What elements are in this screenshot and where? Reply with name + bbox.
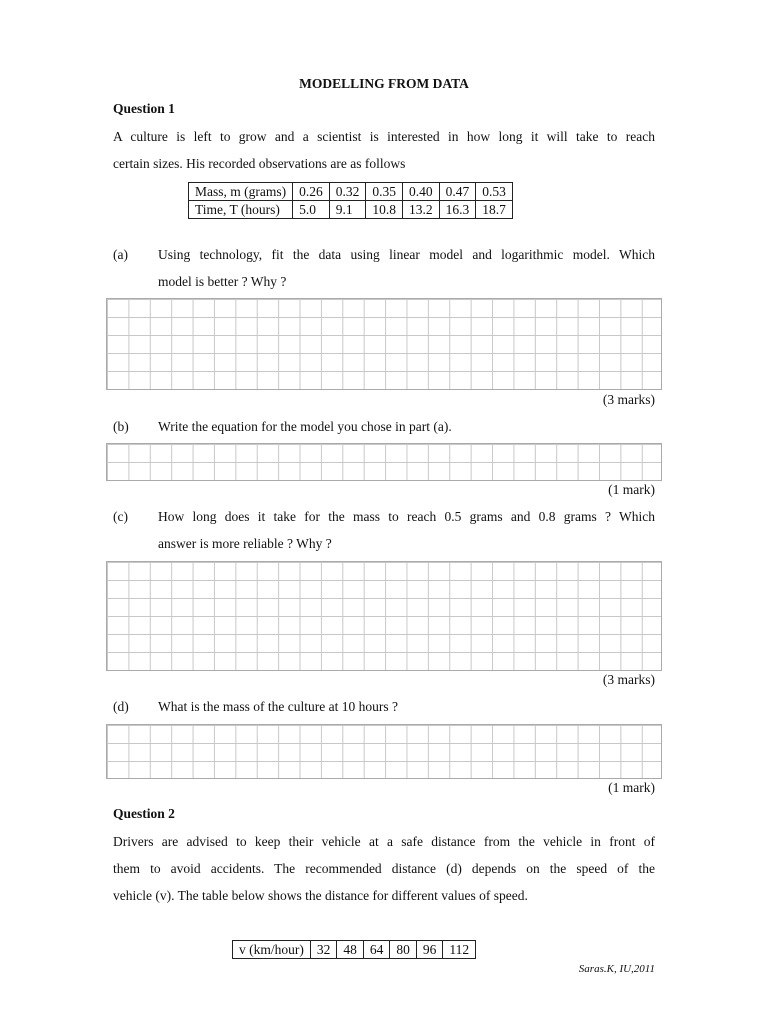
table-cell: 0.47 [439,183,476,201]
answer-grid-c[interactable] [106,561,662,671]
table-cell: 0.40 [403,183,440,201]
marks-a: (3 marks) [602,392,655,407]
table-cell: 96 [416,941,443,959]
table-cell: 48 [337,941,364,959]
table-cell: 13.2 [403,201,440,219]
speed-table [232,940,476,959]
table-cell: 0.26 [293,183,330,201]
answer-grid-b[interactable] [106,443,662,481]
answer-grid-a[interactable] [106,298,662,390]
part-a-label: (a) [113,247,128,262]
table-cell: 9.1 [329,201,366,219]
row-label: Mass, m (grams) [189,183,293,201]
part-a-text [158,241,655,295]
table-cell: 80 [390,941,417,959]
question-line: model is better ? Why ? [158,274,287,289]
intro-line: vehicle (v). The table below shows the distance for different values of speed. [113,888,528,903]
part-d-text [158,693,655,720]
marks-c: (3 marks) [602,672,655,687]
page-title: MODELLING FROM DATA [299,76,469,91]
question-line: How long does it take for the mass to reach 0.5 grams and 0.8 grams ? Which [158,509,655,524]
table-cell: 10.8 [366,201,403,219]
mass-time-table [188,182,513,219]
question-2-heading: Question 2 [113,806,175,821]
table-row [189,201,513,219]
intro-line: A culture is left to grow and a scientist is interested in how long it will take to reach [113,129,655,144]
table-cell: 5.0 [293,201,330,219]
intro-line: Drivers are advised to keep their vehicle at a safe distance from the vehicle in front of [113,834,655,849]
marks-d: (1 mark) [608,780,655,795]
answer-grid-d[interactable] [106,724,662,779]
intro-line: them to avoid accidents. The recommended distance (d) depends on the speed of the [113,861,655,876]
question-line: Write the equation for the model you chose in part (a). [158,419,452,434]
row-label: v (km/hour) [233,941,311,959]
part-c-label: (c) [113,509,128,524]
footer-credit: Saras.K, IU,2011 [578,963,655,975]
marks-b: (1 mark) [608,482,655,497]
table-cell: 0.53 [476,183,513,201]
part-b-label: (b) [113,419,129,434]
table-cell: 16.3 [439,201,476,219]
question-2-intro [113,828,655,909]
table-cell: 0.35 [366,183,403,201]
table-row [233,941,476,959]
question-1-heading: Question 1 [113,101,175,116]
question-line: Using technology, fit the data using linear model and logarithmic model. Which [158,247,655,262]
question-1-intro [113,123,655,177]
table-cell: 0.32 [329,183,366,201]
question-line: What is the mass of the culture at 10 hours ? [158,699,398,714]
table-row [189,183,513,201]
part-b-text [158,413,655,440]
intro-line: certain sizes. His recorded observations are as follows [113,156,406,171]
question-line: answer is more reliable ? Why ? [158,536,332,551]
table-cell: 32 [310,941,337,959]
table-cell: 112 [443,941,476,959]
row-label: Time, T (hours) [189,201,293,219]
table-cell: 64 [363,941,390,959]
part-d-label: (d) [113,699,129,714]
table-cell: 18.7 [476,201,513,219]
part-c-text [158,503,655,557]
